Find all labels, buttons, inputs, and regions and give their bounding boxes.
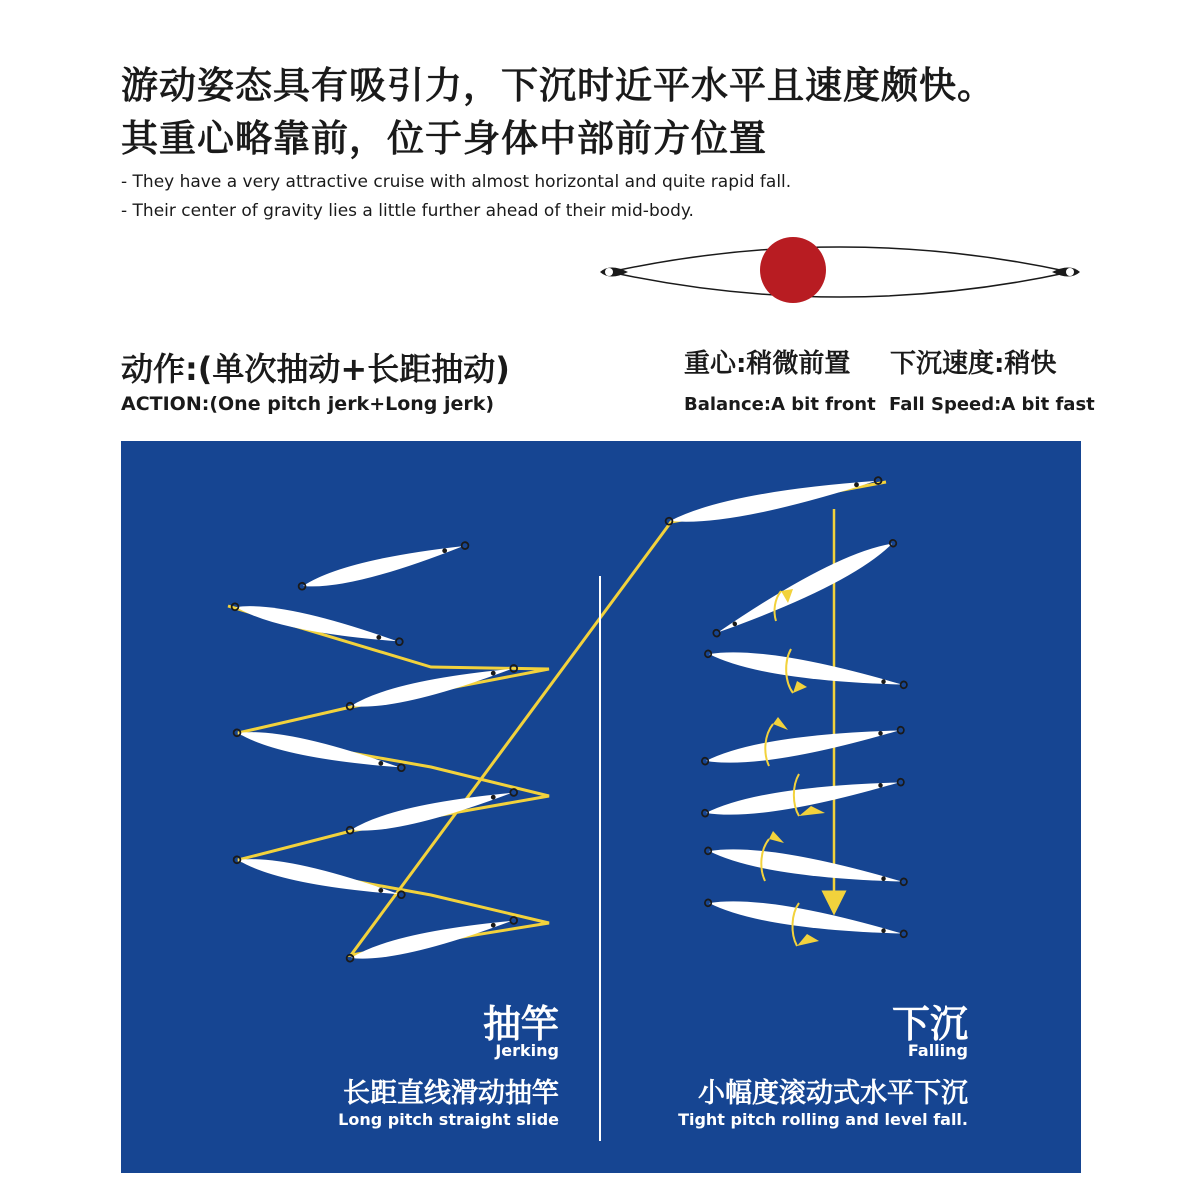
fall-lure-5 (704, 841, 909, 891)
jerking-title-en: Jerking (495, 1041, 559, 1060)
jerk-lure-8 (345, 912, 519, 967)
jerk-lure-1 (664, 471, 883, 531)
jerk-lure-7 (232, 851, 406, 903)
headline-en-1: - They have a very attractive cruise with almost horizontal and quite rapid fall. (121, 172, 792, 192)
falling-desc-cn: 小幅度滚动式水平下沉 (698, 1078, 968, 1109)
balance-cn: 重心:稍微前置 (684, 349, 851, 379)
jerking-desc-en: Long pitch straight slide (338, 1110, 559, 1129)
jerk-lure-2 (297, 537, 470, 595)
lure-outline (610, 247, 1070, 297)
action-diagram (121, 441, 1081, 1173)
split-ring-right-hole (1066, 268, 1074, 276)
jerk-lure-6 (345, 784, 519, 839)
fall-speed-cn: 下沉速度:稍快 (890, 349, 1057, 379)
jerk-lure-3 (230, 598, 404, 650)
jerking-title-cn: 抽竿 (482, 1002, 559, 1046)
action-title-cn: 动作:(单次抽动+长距抽动) (121, 350, 510, 388)
jerk-lure-5 (232, 724, 406, 776)
balance-diagram (590, 230, 1090, 310)
falling-title-cn: 下沉 (891, 1002, 968, 1046)
balance-en: Balance:A bit front (684, 394, 876, 415)
falling-desc-en: Tight pitch rolling and level fall. (678, 1110, 968, 1129)
fall-lure-1 (710, 534, 900, 643)
center-of-gravity-dot (760, 237, 826, 303)
jerking-desc-cn: 长距直线滑动抽竿 (343, 1078, 559, 1109)
fall-speed-en: Fall Speed:A bit fast (889, 394, 1095, 415)
fall-lure-3 (701, 721, 906, 771)
headline-cn-1: 游动姿态具有吸引力，下沉时近平水平且速度颇快。 (121, 64, 995, 107)
headline-en-2: - Their center of gravity lies a little further ahead of their mid-body. (121, 201, 694, 221)
action-title-en: ACTION:(One pitch jerk+Long jerk) (121, 393, 495, 415)
action-panel (121, 441, 1081, 1173)
split-ring-left-hole (605, 268, 613, 276)
headline-cn-2: 其重心略靠前，位于身体中部前方位置 (121, 117, 767, 160)
falling-title-en: Falling (907, 1041, 968, 1060)
